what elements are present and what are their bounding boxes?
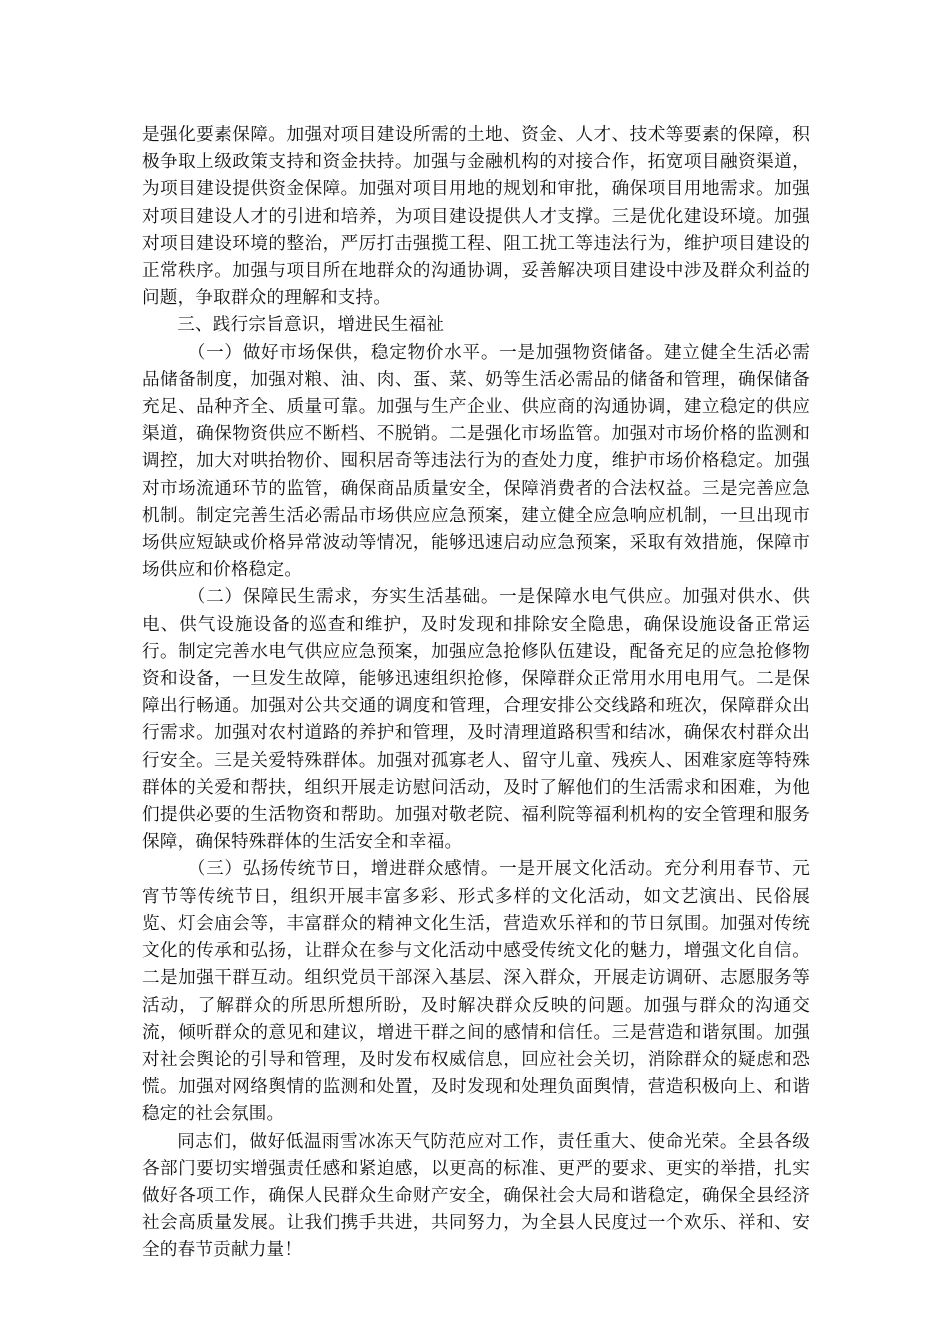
section-heading-livelihood: 三、践行宗旨意识，增进民生福祉: [177, 315, 445, 336]
paragraph-livelihood-needs: （二）保障民生需求，夯实生活基础。一是保障水电气供应。加强对供水、供电、供气设施设备的巡查和维护，及时发现和排除安全隐患，确保设施设备正常运行。制定完善水电气供应应急预案，加强应急抢修队伍建设，配备充足的应急抢修物资和设备，一旦发生故障，能够迅速组织抢修，保障群众正常用水用电用气。二是保障出行畅通。加强对公共交通的调度和管理，合理安排公交线路和班次，保障群众出行需求。加强对农村道路的养护和管理，及时清理道路积雪和结冰，确保农村群众出行安全。三是关爱特殊群体。加强对孤寡老人、留守儿童、残疾人、困难家庭等特殊群体的关爱和帮扶，组织开展走访慰问活动，及时了解他们的生活需求和困难，为他们提供必要的生活物资和帮助。加强对敬老院、福利院等福利机构的安全管理和服务保障，确保特殊群体的生活安全和幸福。: [142, 587, 810, 853]
document-page: [142, 122, 810, 1265]
paragraph-closing: 同志们，做好低温雨雪冰冻天气防范应对工作，责任重大、使命光荣。全县各级各部门要切实增强责任感和紧迫感，以更高的标准、更严的要求、更实的举措，扎实做好各项工作，确保人民群众生命财产安全，确保社会大局和谐稳定，确保全县经济社会高质量发展。让我们携手共进，共同努力，为全县人民度过一个欢乐、祥和、安全的春节贡献力量！: [142, 1131, 810, 1261]
paragraph-market-supply: （一）做好市场保供，稳定物价水平。一是加强物资储备。建立健全生活必需品储备制度，加强对粮、油、肉、蛋、菜、奶等生活必需品的储备和管理，确保储备充足、品种齐全、质量可靠。加强与生产企业、供应商的沟通协调，建立稳定的供应渠道，确保物资供应不断档、不脱销。二是强化市场监管。加强对市场价格的监测和调控，加大对哄抬物价、囤积居奇等违法行为的查处力度，维护市场价格稳定。加强对市场流通环节的监管，确保商品质量安全，保障消费者的合法权益。三是完善应急机制。制定完善生活必需品市场供应应急预案，建立健全应急响应机制，一旦出现市场供应短缺或价格异常波动等情况，能够迅速启动应急预案，采取有效措施，保障市场供应和价格稳定。: [142, 342, 810, 581]
paragraph-factor-guarantee: 是强化要素保障。加强对项目建设所需的土地、资金、人才、技术等要素的保障，积极争取上级政策支持和资金扶持。加强与金融机构的对接合作，拓宽项目融资渠道，为项目建设提供资金保障。加强对项目用地的规划和审批，确保项目用地需求。加强对项目建设人才的引进和培养，为项目建设提供人才支撑。三是优化建设环境。加强对项目建设环境的整治，严厉打击强揽工程、阻工扰工等违法行为，维护项目建设的正常秩序。加强与项目所在地群众的沟通协调，妥善解决项目建设中涉及群众利益的问题，争取群众的理解和支持。: [142, 125, 810, 309]
paragraph-traditional-festivals: （三）弘扬传统节日，增进群众感情。一是开展文化活动。充分利用春节、元宵节等传统节日，组织开展丰富多彩、形式多样的文化活动，如文艺演出、民俗展览、灯会庙会等，丰富群众的精神文化生活，营造欢乐祥和的节日氛围。加强对传统文化的传承和弘扬，让群众在参与文化活动中感受传统文化的魅力，增强文化自信。二是加强干群互动。组织党员干部深入基层、深入群众，开展走访调研、志愿服务等活动，了解群众的所思所想所盼，及时解决群众反映的问题。加强与群众的沟通交流，倾听群众的意见和建议，增进干群之间的感情和信任。三是营造和谐氛围。加强对社会舆论的引导和管理，及时发布权威信息，回应社会关切，消除群众的疑虑和恐慌。加强对网络舆情的监测和处置，及时发现和处理负面舆情，营造积极向上、和谐稳定的社会氛围。: [142, 859, 810, 1125]
